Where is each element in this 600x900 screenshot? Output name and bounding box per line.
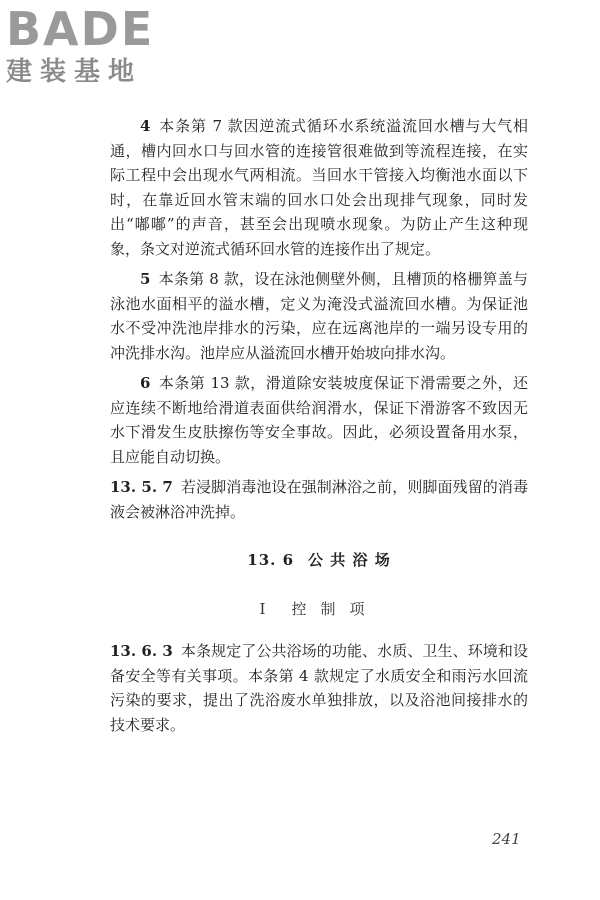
clause-number: 13. 5. 7 xyxy=(110,478,173,496)
paragraph-item-6 xyxy=(110,371,528,469)
clause-13-6-3 xyxy=(110,639,528,737)
clause-text: 本条规定了公共浴场的功能、水质、卫生、环境和设备安全等有关事项。本条第 4 款规定了水质安全和雨污水回流污染的要求，提出了洗浴废水单独排放，以及浴池间接排水的技术要求。 xyxy=(110,642,528,734)
document-body xyxy=(110,114,528,743)
item-text: 本条第 7 款因逆流式循环水系统溢流回水槽与大气相通，槽内回水口与回水管的连接管很难做到等流程连接，在实际工程中会出现水气两相流。当回水干管接入均衡池水面以下时，在靠近回水管末端的回水口处会出现排气现象，同时发出“嘟嘟”的声音，甚至会出现喷水现象。为防止产生这种现象，条文对逆流式循环回水管的连接作出了规定。 xyxy=(110,117,528,258)
section-number: 13. 6 xyxy=(247,551,295,569)
clause-text: 若浸脚消毒池设在强制淋浴之前，则脚面残留的消毒液会被淋浴冲洗掉。 xyxy=(110,478,528,521)
subsection-title: 控制项 xyxy=(291,599,379,618)
clause-13-5-7 xyxy=(110,475,528,524)
section-heading xyxy=(110,548,528,573)
clause-number: 13. 6. 3 xyxy=(110,642,173,660)
paragraph-item-4 xyxy=(110,114,528,261)
subsection-roman: I xyxy=(259,599,266,618)
logo-text: BADE xyxy=(6,2,155,56)
page-number: 241 xyxy=(492,830,521,848)
paragraph-item-5 xyxy=(110,267,528,365)
item-number: 5 xyxy=(140,270,151,288)
subsection-heading xyxy=(110,597,528,622)
logo-subtitle: 建装基地 xyxy=(6,57,143,87)
item-text: 本条第 8 款，设在泳池侧壁外侧，且槽顶的格栅箅盖与泳池水面相平的溢水槽，定义为淹没式溢流回水槽。为保证池水不受冲洗池岸排水的污染，应在远离池岸的一端另设专用的冲洗排水沟。池岸应从溢流回水槽开始坡向排水沟。 xyxy=(110,270,528,362)
brand-logo xyxy=(6,4,186,88)
item-number: 6 xyxy=(140,374,151,392)
item-number: 4 xyxy=(140,117,151,135)
item-text: 本条第 13 款，滑道除安装坡度保证下滑需要之外，还应连续不断地给滑道表面供给润滑水，保证下滑游客不致因无水下滑发生皮肤擦伤等安全事故。因此，必须设置备用水泵，且应能自动切换。 xyxy=(110,374,528,466)
section-title: 公 共 浴 场 xyxy=(308,551,391,569)
